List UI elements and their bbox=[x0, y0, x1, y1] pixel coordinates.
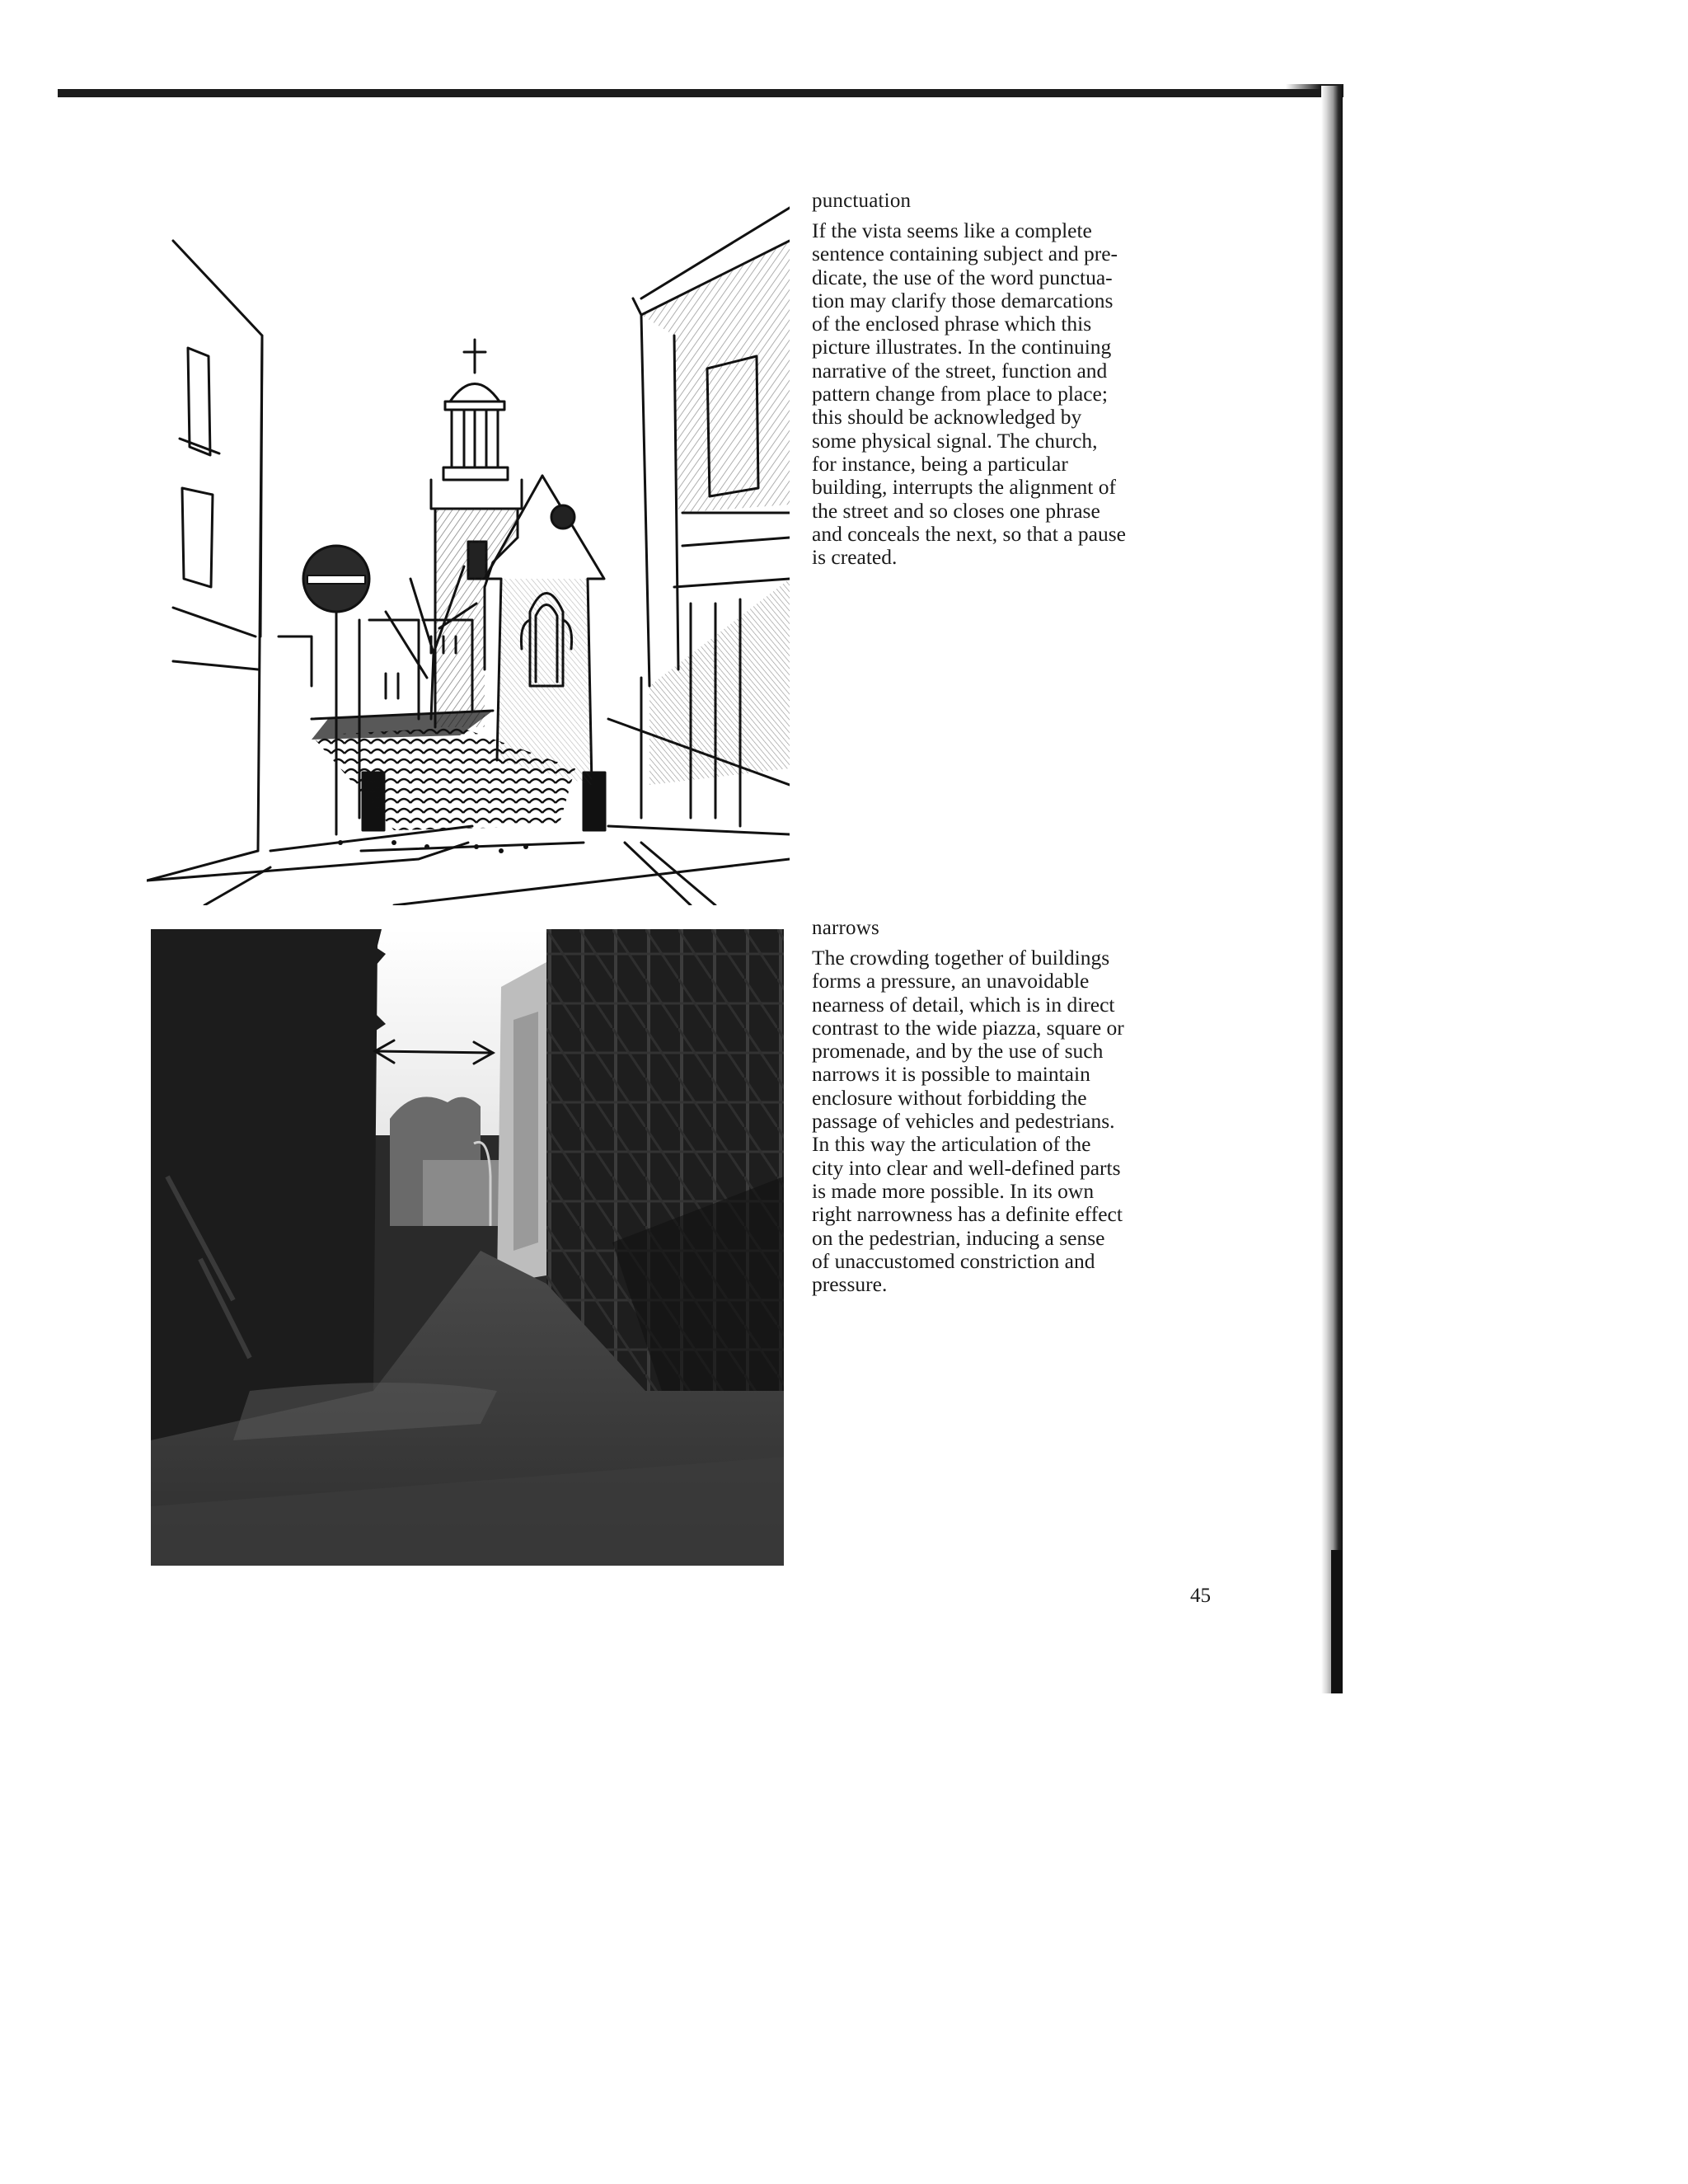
body-line: In this way the articulation of the bbox=[812, 1132, 1091, 1157]
body-line: nearness of detail, which is in direct bbox=[812, 992, 1115, 1017]
body-line: is created. bbox=[812, 545, 898, 570]
body-line: narrows it is possible to maintain bbox=[812, 1062, 1090, 1087]
body-line: pressure. bbox=[812, 1272, 888, 1297]
body-line: and conceals the next, so that a pause bbox=[812, 521, 1126, 546]
body-line: sentence containing subject and pre- bbox=[812, 242, 1118, 266]
narrows-section bbox=[812, 915, 1207, 1296]
body-line: forms a pressure, an unavoidable bbox=[812, 969, 1090, 993]
body-line: building, interrupts the alignment of bbox=[812, 475, 1116, 500]
body-line: city into clear and well-defined parts bbox=[812, 1155, 1121, 1180]
church-street-sketch bbox=[147, 191, 790, 905]
body-line: is made more possible. In its own bbox=[812, 1178, 1095, 1203]
narrow-street-photo bbox=[151, 929, 784, 1566]
body-line: contrast to the wide piazza, square or bbox=[812, 1015, 1124, 1040]
narrows-heading: narrows bbox=[812, 917, 879, 939]
body-line: enclosure without forbidding the bbox=[812, 1085, 1087, 1110]
body-line: The crowding together of buildings bbox=[812, 946, 1110, 970]
punctuation-section bbox=[812, 188, 1207, 569]
body-line: this should be acknowledged by bbox=[812, 405, 1082, 430]
body-line: passage of vehicles and pedestrians. bbox=[812, 1109, 1115, 1134]
page-number: 45 bbox=[1190, 1585, 1211, 1607]
body-line: narrative of the street, function and bbox=[812, 358, 1108, 383]
body-line: If the vista seems like a complete bbox=[812, 218, 1092, 242]
body-line: pattern change from place to place; bbox=[812, 382, 1108, 406]
top-rule bbox=[58, 89, 1339, 97]
punctuation-heading: punctuation bbox=[812, 190, 912, 212]
book-spine-edge bbox=[1331, 1550, 1343, 1693]
body-line: of the enclosed phrase which this bbox=[812, 312, 1092, 336]
body-line: the street and so closes one phrase bbox=[812, 498, 1100, 523]
book-spine-shadow bbox=[1321, 86, 1343, 1693]
body-line: tion may clarify those demarcations bbox=[812, 288, 1114, 312]
body-line: dicate, the use of the word punctua- bbox=[812, 265, 1113, 289]
body-line: on the pedestrian, inducing a sense bbox=[812, 1225, 1105, 1250]
body-line: right narrowness has a definite effect bbox=[812, 1202, 1123, 1227]
body-line: promenade, and by the use of such bbox=[812, 1039, 1104, 1064]
body-line: of unaccustomed constriction and bbox=[812, 1248, 1095, 1273]
body-line: some physical signal. The church, bbox=[812, 428, 1098, 453]
body-line: picture illustrates. In the continuing bbox=[812, 335, 1112, 359]
body-line: for instance, being a particular bbox=[812, 451, 1068, 476]
